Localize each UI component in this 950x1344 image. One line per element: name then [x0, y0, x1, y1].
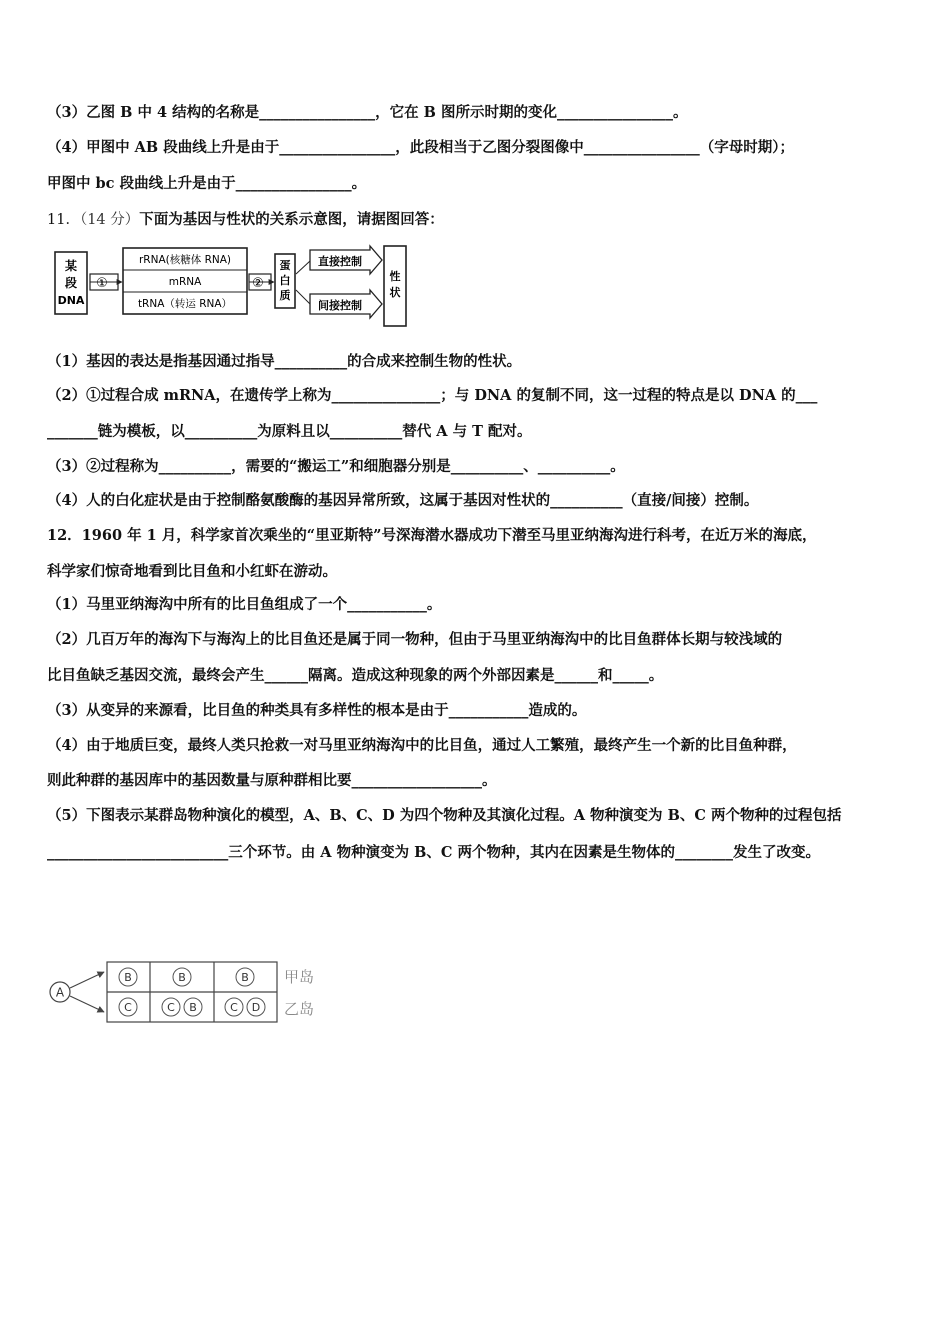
- trait-char-1: 性: [389, 270, 401, 283]
- row1-cell1: B: [124, 971, 132, 984]
- row1-cell2: B: [178, 971, 186, 984]
- row2-cell3-b: D: [251, 1001, 261, 1014]
- step2-label: ②: [252, 276, 264, 291]
- step2-arrow: [249, 274, 274, 291]
- q11-score: （14 分）: [79, 212, 140, 228]
- q12-item3: （3）从变异的来源看，比目鱼的种类具有多样性的根本是由于___________造成的。: [47, 702, 587, 719]
- row2-cell3-a: C: [230, 1001, 238, 1014]
- species-a-label: A: [55, 985, 65, 1000]
- row1-cell3: B: [241, 971, 249, 984]
- direct-control-label: 直接控制: [318, 255, 362, 268]
- dna-char-3: DNA: [57, 294, 85, 307]
- island-yi-label: 乙岛: [284, 1000, 315, 1018]
- species-a: [50, 982, 70, 1002]
- rrna-label: rRNA(核糖体 RNA): [138, 254, 232, 266]
- island-evolution-diagram: [44, 960, 334, 1026]
- q11-item4: （4）人的白化症状是由于控制酪氨酸酶的基因异常所致，这属于基因对性状的__________（直接/间接）控制。: [47, 492, 759, 509]
- row2-cell2-a: C: [167, 1001, 175, 1014]
- protein-char-3: 质: [279, 289, 291, 302]
- protein-char-2: 白: [279, 274, 291, 287]
- island-jia-label: 甲岛: [284, 968, 315, 986]
- dna-box: [55, 252, 87, 314]
- step1-arrow: [90, 274, 122, 291]
- trna-label: tRNA（转运 RNA）: [137, 298, 233, 310]
- row2-cell1-a: C: [124, 1001, 132, 1014]
- dna-char-1: 某: [64, 259, 78, 273]
- q11-item3: （3）②过程称为__________，需要的“搬运工”和细胞器分别是__________、__________。: [47, 458, 625, 475]
- direct-control-arrow: [310, 246, 382, 274]
- step1-label: ①: [96, 276, 108, 291]
- q12-item5-line1: （5）下图表示某群岛物种演化的模型，A、B、C、D 为四个物种及其演化过程。A 物种演变为 B、C 两个物种的过程包括: [47, 807, 842, 824]
- q11-item2-line2: _______链为模板，以__________为原料且以__________替代 A 与 T 配对。: [47, 423, 532, 440]
- indirect-control-arrow: [310, 290, 382, 318]
- q10-item4-line2: 甲图中 bc 段曲线上升是由于________________。: [47, 175, 367, 192]
- trait-box: [384, 246, 406, 326]
- q12-item4-line2: 则此种群的基因库中的基因数量与原种群相比要__________________。: [47, 772, 497, 789]
- q11-header: [47, 210, 917, 230]
- q11-number: 11．: [47, 212, 80, 228]
- trait-char-2: 状: [389, 286, 401, 299]
- q12-item5-line2: _________________________三个环节。由 A 物种演变为 B、C 两个物种，其内在因素是生物体的________发生了改变。: [47, 844, 820, 861]
- q12-item2-line2: 比目鱼缺乏基因交流，最终会产生______隔离。造成这种现象的两个外部因素是______和_____。: [47, 667, 664, 684]
- gene-trait-diagram: [50, 244, 415, 330]
- mrna-label: mRNA: [168, 276, 202, 288]
- q12-item2-line1: （2）几百万年的海沟下与海沟上的比目鱼还是属于同一物种，但由于马里亚纳海沟中的比目鱼群体长期与较浅域的: [47, 631, 783, 648]
- indirect-control-label: 间接控制: [318, 299, 362, 312]
- q11-item1: （1）基因的表达是指基因通过指导__________的合成来控制生物的性状。: [47, 353, 522, 370]
- q12-stem-line1: 12．1960 年 1 月，科学家首次乘坐的“里亚斯特”号深海潜水器成功下潜至马里亚纳海沟进行科考，在近万米的海底，: [47, 527, 817, 544]
- q11-item2-line1: （2）①过程合成 mRNA，在遗传学上称为_______________；与 DNA 的复制不同，这一过程的特点是以 DNA 的___: [47, 387, 818, 404]
- q12-item4-line1: （4）由于地质巨变，最终人类只抢救一对马里亚纳海沟中的比目鱼，通过人工繁殖，最终产生一个新的比目鱼种群，: [47, 737, 797, 754]
- q10-item3: （3）乙图 B 中 4 结构的名称是________________，它在 B 图所示时期的变化________________。: [47, 104, 688, 121]
- row2-cell2-b: B: [189, 1001, 197, 1014]
- q12-stem-line2: 科学家们惊奇地看到比目鱼和小红虾在游动。: [47, 563, 337, 580]
- dna-char-2: 段: [64, 276, 78, 290]
- rna-box: [123, 248, 247, 314]
- q10-item4-line1: （4）甲图中 AB 段曲线上升是由于________________，此段相当于乙图分裂图像中________________（字母时期）；: [47, 139, 794, 156]
- protein-char-1: 蛋: [279, 259, 291, 272]
- q12-item1: （1）马里亚纳海沟中所有的比目鱼组成了一个___________。: [47, 596, 442, 613]
- q11-stem: 下面为基因与性状的关系示意图，请据图回答：: [139, 211, 444, 228]
- protein-box: [275, 254, 295, 308]
